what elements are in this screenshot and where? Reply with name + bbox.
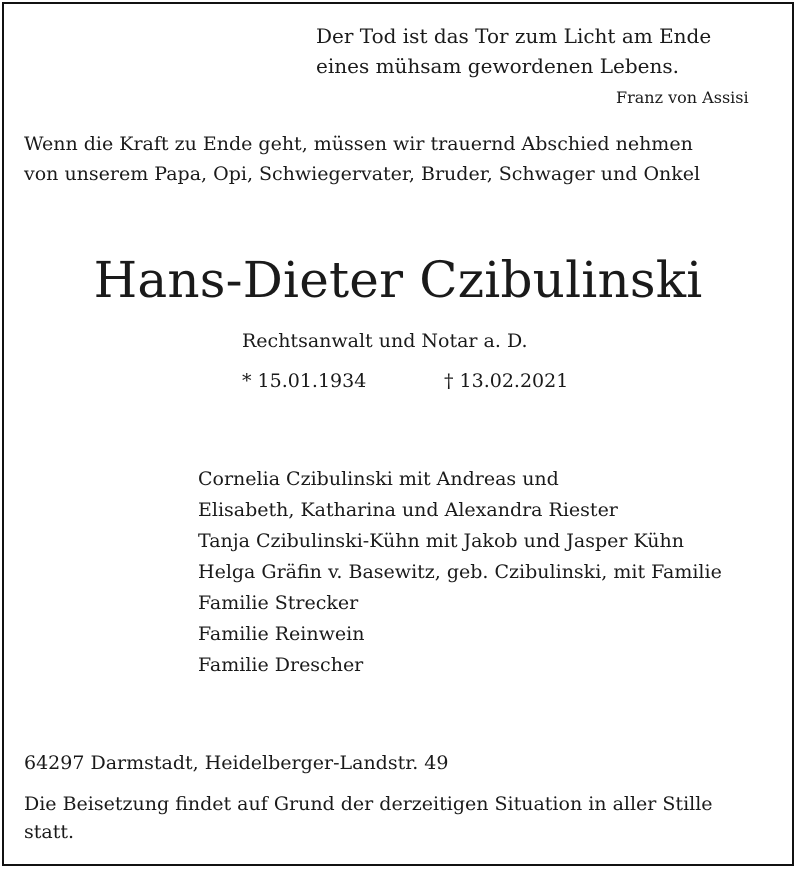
intro-line-1: Wenn die Kraft zu Ende geht, müssen wir trauernd Abschied nehmen — [24, 133, 693, 155]
mourner-line: Familie Strecker — [198, 592, 359, 614]
mourner-line: Familie Drescher — [198, 654, 364, 676]
birth-date: * 15.01.1934 — [242, 370, 367, 392]
address: 64297 Darmstadt, Heidelberger-Landstr. 49 — [24, 752, 449, 774]
quote-line-1: Der Tod ist das Tor zum Licht am Ende — [316, 24, 712, 48]
intro-line-2: von unserem Papa, Opi, Schwiegervater, Bruder, Schwager und Onkel — [24, 163, 701, 185]
mourner-line: Tanja Czibulinski-Kühn mit Jakob und Jasper Kühn — [198, 530, 684, 552]
mourners-list — [198, 464, 722, 681]
burial-notice: Die Beisetzung findet auf Grund der derzeitigen Situation in aller Stille statt. — [24, 793, 713, 843]
mourner-line: Elisabeth, Katharina und Alexandra Riester — [198, 499, 618, 521]
mourner-line: Familie Reinwein — [198, 623, 365, 645]
quote-source: Franz von Assisi — [616, 88, 749, 107]
deceased-name: Hans-Dieter Czibulinski — [93, 251, 703, 309]
obituary-notice — [2, 2, 794, 866]
death-date: † 13.02.2021 — [444, 370, 569, 392]
quote-line-2: eines mühsam gewordenen Lebens. — [316, 54, 680, 78]
mourner-line: Helga Gräfin v. Basewitz, geb. Czibulinski, mit Familie — [198, 561, 722, 583]
mourner-line: Cornelia Czibulinski mit Andreas und — [198, 468, 559, 490]
deceased-title: Rechtsanwalt und Notar a. D. — [242, 330, 528, 352]
